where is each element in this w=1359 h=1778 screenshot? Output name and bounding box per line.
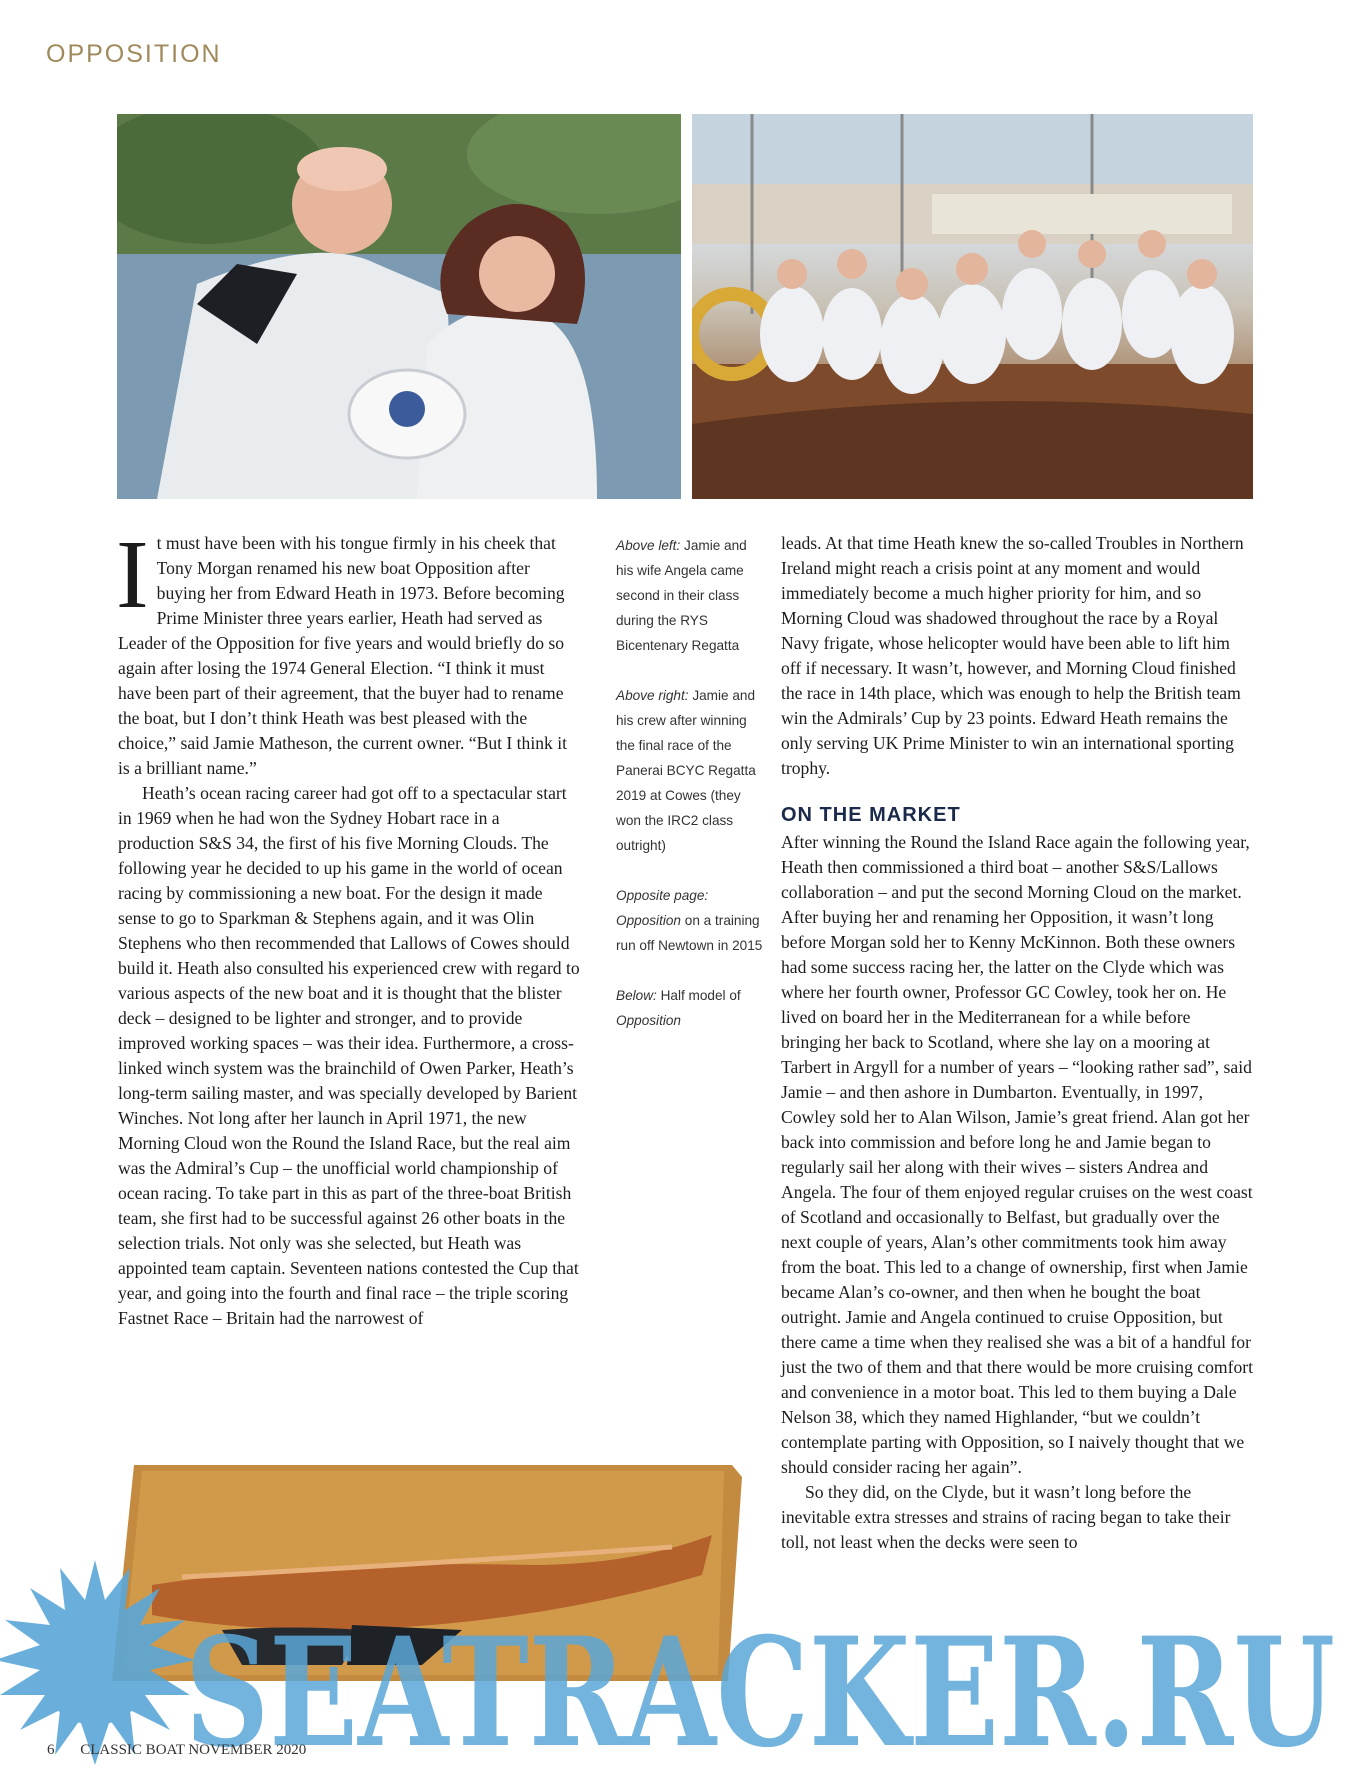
page-number: 6 (47, 1742, 55, 1758)
caption-lead: Above left: (616, 538, 681, 553)
caption-column (616, 533, 766, 1058)
page-footer (47, 1742, 306, 1759)
body-paragraph-5: So they did, on the Clyde, but it wasn’t long before the inevitable extra stresses and strains of racing began to take their toll, not least when the decks were seen to (781, 1482, 1231, 1552)
body-paragraph-3: leads. At that time Heath knew the so-called Troubles in Northern Ireland might reach a crisis point at any moment and would immediately become a much higher priority for him, and so Morning Cloud was shadowed throughout the race by a Royal Navy frigate, whose helicopter would have been able to lift him off if necessary. It wasn’t, however, and Morning Cloud finished the race in 14th place, which was enough to help the British team win the Admirals’ Cup by 23 points. Edward Heath remains the only serving UK Prime Minister to win an international sporting trophy. (781, 533, 1244, 778)
caption-above-left (616, 533, 766, 658)
photo-crew-aboard-yacht (692, 114, 1253, 499)
photo-right-illustration (692, 114, 1253, 499)
drop-cap: I (116, 521, 149, 629)
photo-couple-with-trophy (117, 114, 681, 499)
caption-above-right (616, 683, 766, 858)
publication-line: CLASSIC BOAT NOVEMBER 2020 (80, 1742, 307, 1758)
caption-boat-name: Opposition (616, 913, 681, 928)
watermark-text: SEATRACKER.RU (185, 1605, 1335, 1773)
subhead-on-the-market: ON THE MARKET (781, 804, 961, 826)
caption-lead: Below: (616, 988, 657, 1003)
caption-text: Jamie and his wife Angela came second in their class during the RYS Bicentenary Regatta (616, 538, 747, 653)
caption-below (616, 983, 766, 1033)
body-column-3 (781, 531, 1253, 1555)
body-paragraph-1: t must have been with his tongue firmly in his cheek that Tony Morgan renamed his new boat Opposition after buying her from Edward Heath in 1973. Before becoming Prime Minister three years earlier, Heath had served as Leader of the Opposition for five years and would briefly do so again after losing the 1974 General Election. “I think it must have been part of their agreement, that the buyer had to rename the boat, but I don’t think Heath was best pleased with the choice,” said Jamie Matheson, the current owner. “But I think it is a brilliant name.” (118, 533, 568, 778)
caption-opposite-page (616, 883, 766, 958)
caption-text: Half model of (660, 988, 741, 1003)
photo-left-illustration (117, 114, 681, 499)
sun-burst-icon (0, 1560, 195, 1765)
caption-text: on a training run off Newtown in 2015 (616, 913, 763, 953)
caption-lead: Opposite page: (616, 888, 709, 903)
body-paragraph-2: Heath’s ocean racing career had got off to a spectacular start in 1969 when he had won the Sydney Hobart race in a production S&S 34, the first of his five Morning Clouds. The following year he decided to up his game in the world of ocean racing by commissioning a new boat. For the design it made sense to go to Sparkman & Stephens again, and it was Olin Stephens who then recommended that Lallows of Cowes should build it. Heath also consulted his experienced crew with regard to various aspects of the new boat and it is thought that the blister deck – designed to be lighter and stronger, and to provide improved working spaces – was their idea. Furthermore, a cross-linked winch system was the brainchild of Owen Parker, Heath’s long-term sailing master, and was specially developed by Barient Winches. Not long after her launch in April 1971, the new Morning Cloud won the Round the Island Race, but the real aim was the Admiral’s Cup – the unofficial world championship of ocean racing. To take part in this as part of the three-boat British team, she first had to be successful against 26 other boats in the selection trials. Not only was she selected, but Heath was appointed team captain. Seventeen nations contested the Cup that year, and going into the fourth and final race – the triple scoring Fastnet Race – Britain had the narrowest of (118, 783, 580, 1328)
caption-boat-name: Opposition (616, 1013, 681, 1028)
section-label: OPPOSITION (46, 40, 222, 68)
body-column-1 (116, 521, 580, 1331)
caption-lead: Above right: (616, 688, 689, 703)
body-paragraph-4: After winning the Round the Island Race again the following year, Heath then commissioned a third boat – another S&S/Lallows collaboration – and put the second Morning Cloud on the market. After buying her and renaming her Opposition, it wasn’t long before Morgan sold her to Kenny McKinnon. Both these owners had some success racing her, the latter on the Clyde which was where her fourth owner, Professor GC Cowley, took her on. He lived on board her in the Mediterranean for a while before bringing her back to Scotland, where she lay on a mooring at Tarbert in Argyll for a number of years – “looking rather sad”, said Jamie – and then ashore in Dumbarton. Eventually, in 1997, Cowley sold her to Alan Wilson, Jamie’s great friend. Alan got her back into commission and before long he and Jamie began to regularly sail her along with their wives – sisters Andrea and Angela. The four of them enjoyed regular cruises on the west coast of Scotland and occasionally to Belfast, but gradually over the next couple of years, Alan’s other commitments took him away from the boat. This led to a change of ownership, first when Jamie became Alan’s co-owner, and then when he bought the boat outright. Jamie and Angela continued to cruise Opposition, but there came a time when they realised she was a bit of a handful for just the two of them and that there would be more cruising comfort and convenience in a motor boat. This led to them buying a Dale Nelson 38, which they named Highlander, “but we couldn’t contemplate parting with Opposition, so I naively thought that we should consider racing her again”. (781, 832, 1253, 1477)
caption-text: Jamie and his crew after winning the final race of the Panerai BCYC Regatta 2019 at Cowes (they won the IRC2 class outright) (616, 688, 756, 853)
